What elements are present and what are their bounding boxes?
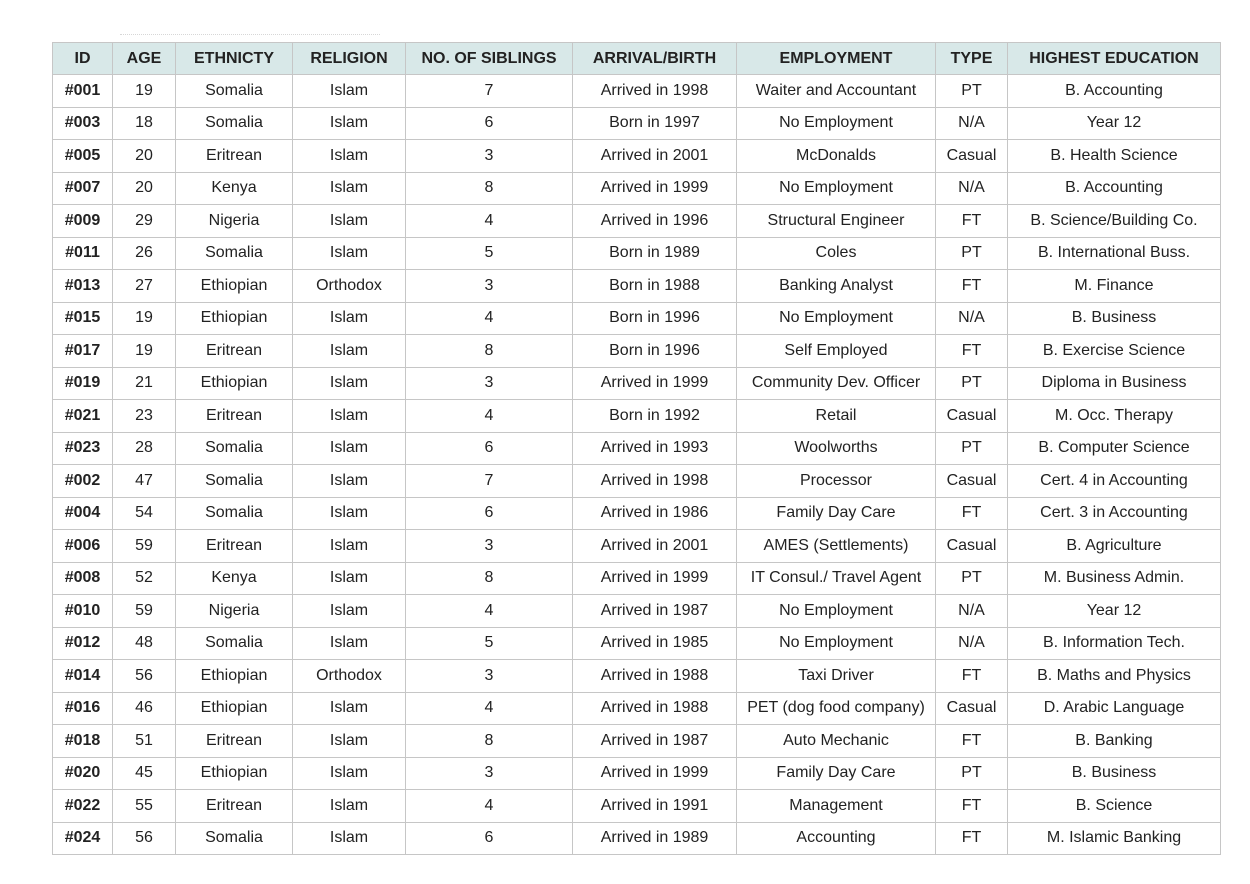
cell-highest-education: M. Finance <box>1008 270 1221 303</box>
cell-arrival-birth: Arrived in 1991 <box>573 790 737 823</box>
cell-age: 20 <box>113 172 176 205</box>
cell-arrival-birth: Born in 1989 <box>573 237 737 270</box>
cell-type: N/A <box>936 107 1008 140</box>
cell-employment: Self Employed <box>737 335 936 368</box>
cell-age: 29 <box>113 205 176 238</box>
cut-off-caption-fragment <box>120 24 380 35</box>
cell-type: N/A <box>936 172 1008 205</box>
cell-id: #010 <box>53 595 113 628</box>
cell-religion: Islam <box>293 757 406 790</box>
participants-table <box>52 42 1221 855</box>
cell-id: #013 <box>53 270 113 303</box>
cell-ethnicity: Ethiopian <box>176 367 293 400</box>
cell-type: N/A <box>936 627 1008 660</box>
cell-id: #003 <box>53 107 113 140</box>
cell-arrival-birth: Arrived in 1996 <box>573 205 737 238</box>
cell-siblings: 7 <box>406 465 573 498</box>
cell-type: FT <box>936 205 1008 238</box>
cell-id: #012 <box>53 627 113 660</box>
cell-religion: Islam <box>293 725 406 758</box>
cell-age: 46 <box>113 692 176 725</box>
table-row <box>53 237 1221 270</box>
table-row <box>53 530 1221 563</box>
cell-arrival-birth: Arrived in 1987 <box>573 595 737 628</box>
cell-id: #001 <box>53 75 113 108</box>
table-row <box>53 140 1221 173</box>
cell-employment: Banking Analyst <box>737 270 936 303</box>
cell-age: 56 <box>113 660 176 693</box>
cell-arrival-birth: Arrived in 2001 <box>573 140 737 173</box>
cell-religion: Islam <box>293 465 406 498</box>
cell-highest-education: B. Business <box>1008 302 1221 335</box>
cell-employment: Auto Mechanic <box>737 725 936 758</box>
table-row <box>53 692 1221 725</box>
table-row <box>53 400 1221 433</box>
cell-siblings: 8 <box>406 172 573 205</box>
cell-arrival-birth: Arrived in 1985 <box>573 627 737 660</box>
cell-employment: No Employment <box>737 172 936 205</box>
cell-age: 19 <box>113 335 176 368</box>
cell-religion: Islam <box>293 205 406 238</box>
cell-highest-education: B. Business <box>1008 757 1221 790</box>
cell-age: 56 <box>113 822 176 855</box>
cell-ethnicity: Eritrean <box>176 530 293 563</box>
column-header-type: TYPE <box>936 43 1008 75</box>
cell-siblings: 8 <box>406 335 573 368</box>
cell-employment: Waiter and Accountant <box>737 75 936 108</box>
cell-highest-education: B. Exercise Science <box>1008 335 1221 368</box>
table-row <box>53 205 1221 238</box>
cell-id: #024 <box>53 822 113 855</box>
cell-siblings: 3 <box>406 140 573 173</box>
cell-type: PT <box>936 562 1008 595</box>
cell-employment: No Employment <box>737 302 936 335</box>
cell-employment: AMES (Settlements) <box>737 530 936 563</box>
cell-ethnicity: Kenya <box>176 172 293 205</box>
cell-highest-education: B. Accounting <box>1008 75 1221 108</box>
cell-employment: PET (dog food company) <box>737 692 936 725</box>
table-row <box>53 757 1221 790</box>
cell-id: #018 <box>53 725 113 758</box>
cell-arrival-birth: Arrived in 1999 <box>573 757 737 790</box>
column-header-age: AGE <box>113 43 176 75</box>
cell-ethnicity: Nigeria <box>176 205 293 238</box>
table-row <box>53 335 1221 368</box>
table-row <box>53 660 1221 693</box>
cell-employment: Taxi Driver <box>737 660 936 693</box>
cell-type: PT <box>936 367 1008 400</box>
cell-age: 55 <box>113 790 176 823</box>
cell-id: #007 <box>53 172 113 205</box>
cell-employment: Structural Engineer <box>737 205 936 238</box>
column-header-religion: RELIGION <box>293 43 406 75</box>
cell-ethnicity: Ethiopian <box>176 270 293 303</box>
cell-type: N/A <box>936 302 1008 335</box>
cell-arrival-birth: Arrived in 1998 <box>573 75 737 108</box>
cell-employment: IT Consul./ Travel Agent <box>737 562 936 595</box>
cell-type: PT <box>936 432 1008 465</box>
cell-employment: Coles <box>737 237 936 270</box>
cell-siblings: 4 <box>406 595 573 628</box>
cell-employment: Retail <box>737 400 936 433</box>
cell-ethnicity: Ethiopian <box>176 692 293 725</box>
cell-employment: Processor <box>737 465 936 498</box>
table-row <box>53 627 1221 660</box>
cell-highest-education: B. Information Tech. <box>1008 627 1221 660</box>
cell-siblings: 8 <box>406 562 573 595</box>
column-header-highest-education: HIGHEST EDUCATION <box>1008 43 1221 75</box>
table-row <box>53 75 1221 108</box>
column-header-id: ID <box>53 43 113 75</box>
cell-highest-education: B. International Buss. <box>1008 237 1221 270</box>
cell-religion: Orthodox <box>293 270 406 303</box>
cell-arrival-birth: Arrived in 1987 <box>573 725 737 758</box>
cell-siblings: 4 <box>406 302 573 335</box>
cell-type: Casual <box>936 465 1008 498</box>
cell-siblings: 8 <box>406 725 573 758</box>
cell-type: FT <box>936 270 1008 303</box>
cell-type: FT <box>936 660 1008 693</box>
header-row <box>53 43 1221 75</box>
cell-employment: Family Day Care <box>737 497 936 530</box>
cell-religion: Islam <box>293 237 406 270</box>
cell-highest-education: Cert. 4 in Accounting <box>1008 465 1221 498</box>
cell-siblings: 4 <box>406 205 573 238</box>
table-row <box>53 822 1221 855</box>
cell-age: 26 <box>113 237 176 270</box>
cell-arrival-birth: Arrived in 1999 <box>573 172 737 205</box>
cell-employment: No Employment <box>737 595 936 628</box>
cell-siblings: 4 <box>406 692 573 725</box>
cell-arrival-birth: Arrived in 1986 <box>573 497 737 530</box>
cell-id: #021 <box>53 400 113 433</box>
cell-employment: No Employment <box>737 107 936 140</box>
cell-id: #011 <box>53 237 113 270</box>
cell-type: FT <box>936 790 1008 823</box>
cell-religion: Islam <box>293 107 406 140</box>
cell-siblings: 4 <box>406 790 573 823</box>
table-row <box>53 270 1221 303</box>
cell-religion: Islam <box>293 432 406 465</box>
cell-arrival-birth: Arrived in 2001 <box>573 530 737 563</box>
cell-religion: Islam <box>293 822 406 855</box>
cell-siblings: 7 <box>406 75 573 108</box>
cell-ethnicity: Ethiopian <box>176 660 293 693</box>
cell-siblings: 3 <box>406 367 573 400</box>
cell-id: #023 <box>53 432 113 465</box>
cell-highest-education: D. Arabic Language <box>1008 692 1221 725</box>
cell-arrival-birth: Born in 1996 <box>573 302 737 335</box>
cell-age: 23 <box>113 400 176 433</box>
cell-siblings: 3 <box>406 757 573 790</box>
cell-highest-education: Cert. 3 in Accounting <box>1008 497 1221 530</box>
cell-age: 20 <box>113 140 176 173</box>
cell-type: FT <box>936 725 1008 758</box>
cell-highest-education: M. Business Admin. <box>1008 562 1221 595</box>
cell-religion: Islam <box>293 75 406 108</box>
cell-siblings: 3 <box>406 270 573 303</box>
cell-religion: Islam <box>293 172 406 205</box>
cell-highest-education: Year 12 <box>1008 107 1221 140</box>
cell-highest-education: B. Agriculture <box>1008 530 1221 563</box>
cell-age: 19 <box>113 75 176 108</box>
cell-religion: Orthodox <box>293 660 406 693</box>
cell-id: #004 <box>53 497 113 530</box>
column-header-ethnicity: ETHNICTY <box>176 43 293 75</box>
cell-age: 28 <box>113 432 176 465</box>
cell-id: #014 <box>53 660 113 693</box>
cell-type: N/A <box>936 595 1008 628</box>
cell-id: #006 <box>53 530 113 563</box>
cell-religion: Islam <box>293 790 406 823</box>
cell-highest-education: Year 12 <box>1008 595 1221 628</box>
cell-religion: Islam <box>293 497 406 530</box>
cell-id: #016 <box>53 692 113 725</box>
cell-highest-education: B. Science/Building Co. <box>1008 205 1221 238</box>
cell-age: 54 <box>113 497 176 530</box>
cell-highest-education: B. Banking <box>1008 725 1221 758</box>
cell-type: PT <box>936 75 1008 108</box>
cell-highest-education: B. Science <box>1008 790 1221 823</box>
cell-age: 47 <box>113 465 176 498</box>
table-row <box>53 595 1221 628</box>
cell-siblings: 3 <box>406 530 573 563</box>
cell-ethnicity: Ethiopian <box>176 302 293 335</box>
cell-siblings: 6 <box>406 107 573 140</box>
cell-type: Casual <box>936 530 1008 563</box>
cell-ethnicity: Somalia <box>176 75 293 108</box>
cell-arrival-birth: Arrived in 1999 <box>573 562 737 595</box>
column-header-siblings: NO. OF SIBLINGS <box>406 43 573 75</box>
cell-type: PT <box>936 757 1008 790</box>
table-row <box>53 725 1221 758</box>
table-row <box>53 562 1221 595</box>
cell-religion: Islam <box>293 595 406 628</box>
cell-type: Casual <box>936 400 1008 433</box>
cell-employment: Management <box>737 790 936 823</box>
cell-siblings: 4 <box>406 400 573 433</box>
cell-highest-education: Diploma in Business <box>1008 367 1221 400</box>
cell-age: 48 <box>113 627 176 660</box>
table-row <box>53 302 1221 335</box>
cell-arrival-birth: Born in 1997 <box>573 107 737 140</box>
cell-ethnicity: Eritrean <box>176 725 293 758</box>
cell-siblings: 5 <box>406 627 573 660</box>
cell-ethnicity: Nigeria <box>176 595 293 628</box>
cell-highest-education: B. Health Science <box>1008 140 1221 173</box>
cell-type: FT <box>936 335 1008 368</box>
cell-age: 21 <box>113 367 176 400</box>
cell-id: #020 <box>53 757 113 790</box>
cell-ethnicity: Eritrean <box>176 335 293 368</box>
cell-ethnicity: Kenya <box>176 562 293 595</box>
cell-id: #009 <box>53 205 113 238</box>
cell-religion: Islam <box>293 400 406 433</box>
cell-ethnicity: Somalia <box>176 237 293 270</box>
cell-siblings: 3 <box>406 660 573 693</box>
cell-highest-education: B. Computer Science <box>1008 432 1221 465</box>
cell-employment: Accounting <box>737 822 936 855</box>
cell-highest-education: B. Maths and Physics <box>1008 660 1221 693</box>
cell-age: 51 <box>113 725 176 758</box>
cell-highest-education: B. Accounting <box>1008 172 1221 205</box>
cell-religion: Islam <box>293 562 406 595</box>
cell-id: #017 <box>53 335 113 368</box>
cell-type: PT <box>936 237 1008 270</box>
cell-religion: Islam <box>293 627 406 660</box>
cell-age: 52 <box>113 562 176 595</box>
cell-arrival-birth: Born in 1992 <box>573 400 737 433</box>
cell-age: 59 <box>113 595 176 628</box>
table-row <box>53 432 1221 465</box>
cell-arrival-birth: Arrived in 1993 <box>573 432 737 465</box>
cell-siblings: 6 <box>406 432 573 465</box>
cell-highest-education: M. Occ. Therapy <box>1008 400 1221 433</box>
cell-religion: Islam <box>293 140 406 173</box>
cell-type: Casual <box>936 140 1008 173</box>
cell-religion: Islam <box>293 302 406 335</box>
table-row <box>53 172 1221 205</box>
cell-type: Casual <box>936 692 1008 725</box>
cell-ethnicity: Somalia <box>176 107 293 140</box>
cell-employment: Woolworths <box>737 432 936 465</box>
cell-religion: Islam <box>293 530 406 563</box>
cell-age: 27 <box>113 270 176 303</box>
cell-ethnicity: Eritrean <box>176 140 293 173</box>
cell-religion: Islam <box>293 367 406 400</box>
cell-type: FT <box>936 497 1008 530</box>
table-row <box>53 497 1221 530</box>
cell-employment: McDonalds <box>737 140 936 173</box>
cell-id: #015 <box>53 302 113 335</box>
cell-employment: No Employment <box>737 627 936 660</box>
cell-id: #002 <box>53 465 113 498</box>
cell-arrival-birth: Arrived in 1988 <box>573 692 737 725</box>
cell-ethnicity: Somalia <box>176 822 293 855</box>
cell-age: 45 <box>113 757 176 790</box>
cell-id: #005 <box>53 140 113 173</box>
cell-arrival-birth: Arrived in 1999 <box>573 367 737 400</box>
column-header-arrival-birth: ARRIVAL/BIRTH <box>573 43 737 75</box>
cell-siblings: 6 <box>406 822 573 855</box>
cell-arrival-birth: Arrived in 1998 <box>573 465 737 498</box>
cell-age: 18 <box>113 107 176 140</box>
cell-arrival-birth: Arrived in 1989 <box>573 822 737 855</box>
cell-ethnicity: Somalia <box>176 497 293 530</box>
table-row <box>53 790 1221 823</box>
cell-employment: Family Day Care <box>737 757 936 790</box>
cell-id: #022 <box>53 790 113 823</box>
cell-type: FT <box>936 822 1008 855</box>
table-row <box>53 367 1221 400</box>
cell-ethnicity: Ethiopian <box>176 757 293 790</box>
cell-employment: Community Dev. Officer <box>737 367 936 400</box>
cell-siblings: 6 <box>406 497 573 530</box>
cell-id: #008 <box>53 562 113 595</box>
cell-ethnicity: Somalia <box>176 432 293 465</box>
cell-arrival-birth: Arrived in 1988 <box>573 660 737 693</box>
cell-age: 59 <box>113 530 176 563</box>
table-body <box>53 75 1221 855</box>
cell-ethnicity: Eritrean <box>176 400 293 433</box>
cell-ethnicity: Somalia <box>176 627 293 660</box>
column-header-employment: EMPLOYMENT <box>737 43 936 75</box>
cell-siblings: 5 <box>406 237 573 270</box>
cell-highest-education: M. Islamic Banking <box>1008 822 1221 855</box>
cell-religion: Islam <box>293 335 406 368</box>
cell-arrival-birth: Born in 1996 <box>573 335 737 368</box>
cell-id: #019 <box>53 367 113 400</box>
table-row <box>53 107 1221 140</box>
cell-ethnicity: Somalia <box>176 465 293 498</box>
cell-religion: Islam <box>293 692 406 725</box>
table-row <box>53 465 1221 498</box>
cell-arrival-birth: Born in 1988 <box>573 270 737 303</box>
cell-age: 19 <box>113 302 176 335</box>
cell-ethnicity: Eritrean <box>176 790 293 823</box>
